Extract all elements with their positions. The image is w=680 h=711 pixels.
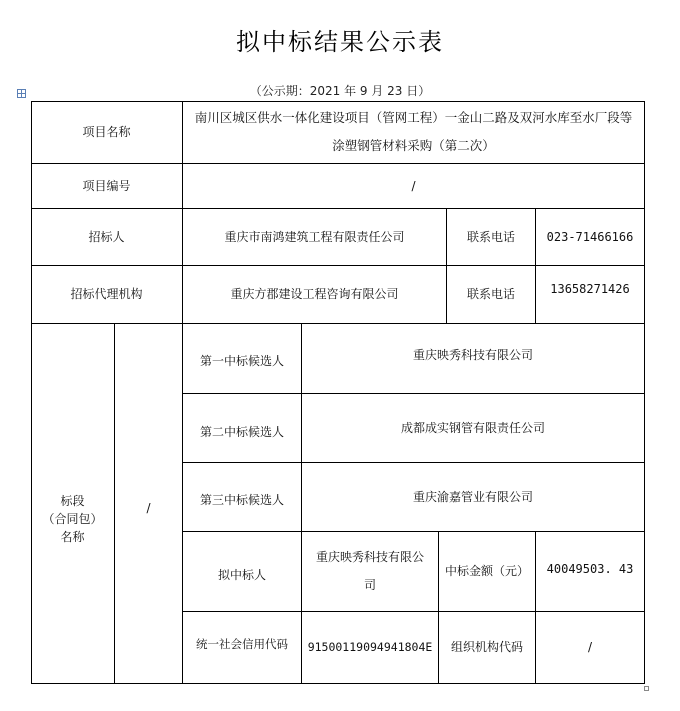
- candidate-2-value: 成都成实钢管有限责任公司: [400, 420, 545, 435]
- tenderer-value: 重庆市南鸿建筑工程有限责任公司: [224, 229, 405, 244]
- org-code-value: /: [587, 640, 593, 654]
- winner-value-line2: 司: [363, 578, 376, 592]
- publish-date: （公示期：2021 年 9 月 23 日）: [249, 84, 431, 98]
- candidate-2-label: 第二中标候选人: [199, 424, 284, 439]
- candidate-1-label: 第一中标候选人: [199, 354, 284, 368]
- project-number-label: 项目编号: [82, 178, 131, 193]
- section-label-line1: 标段: [60, 494, 85, 508]
- page-title: 拟中标结果公示表: [236, 28, 444, 56]
- candidate-3-value: 重庆渝嘉管业有限公司: [412, 489, 533, 504]
- project-number-value: /: [411, 178, 416, 193]
- tenderer-phone-label: 联系电话: [466, 229, 515, 244]
- section-label: [31, 323, 114, 683]
- agency-phone-label: 联系电话: [466, 287, 515, 301]
- candidate-1-value: 重庆映秀科技有限公司: [412, 348, 533, 362]
- agency-label: 招标代理机构: [70, 287, 143, 301]
- winner-value-line1: 重庆映秀科技有限公: [315, 550, 424, 564]
- section-value: /: [146, 501, 151, 515]
- tenderer-label: 招标人: [88, 229, 125, 244]
- org-code-label: 组织机构代码: [450, 640, 523, 654]
- table-move-handle-icon[interactable]: [17, 89, 26, 98]
- project-name-value: 南川区城区供水一体化建设项目（管网工程）一金山二路及双河水库至水厂段等涂塑钢管材料采购（第二次）: [194, 110, 633, 153]
- credit-code-label: 统一社会信用代码: [196, 637, 288, 651]
- winner-amount: 40049503. 43: [546, 562, 634, 576]
- paragraph-end-mark: [644, 686, 649, 691]
- section-label-line2: （合同包）: [42, 512, 103, 526]
- agency-phone: 13658271426: [550, 282, 630, 296]
- winner-amount-label: 中标金额（元）: [444, 564, 529, 578]
- candidate-3-label: 第三中标候选人: [199, 492, 284, 507]
- project-name-label: 项目名称: [82, 125, 131, 139]
- winner-value: [302, 531, 438, 611]
- tenderer-phone: 023-71466166: [546, 229, 634, 244]
- section-label-line3: 名称: [60, 530, 85, 544]
- winner-label: 拟中标人: [217, 568, 266, 582]
- agency-value: 重庆方郡建设工程咨询有限公司: [230, 287, 399, 301]
- credit-code-value: 91500119094941804E: [307, 640, 433, 654]
